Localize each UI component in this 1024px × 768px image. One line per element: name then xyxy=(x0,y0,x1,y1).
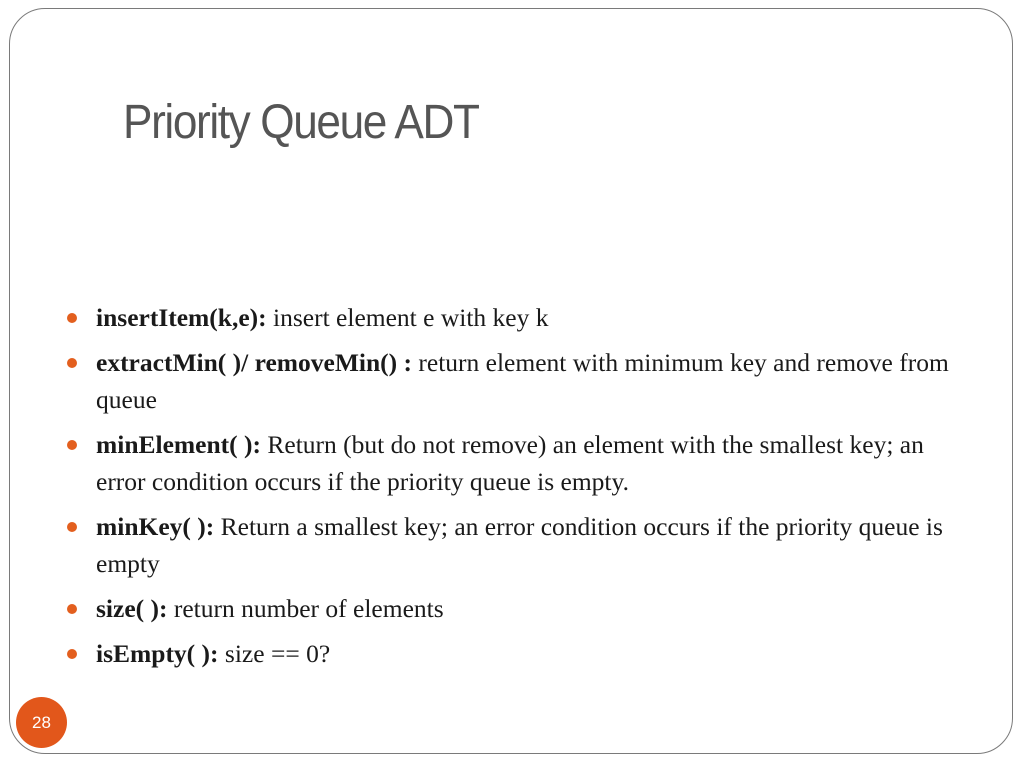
slide-frame xyxy=(9,8,1013,754)
method-name: extractMin( )/ removeMin() : xyxy=(96,348,413,377)
slide-title: Priority Queue ADT xyxy=(123,96,479,149)
bullet-dot-icon xyxy=(67,440,77,450)
page-number-badge: 28 xyxy=(16,697,67,748)
bullet-dot-icon xyxy=(67,358,77,368)
bullet-item xyxy=(65,635,970,672)
method-description: Return (but do not remove) an element with the smallest key; an error condition occurs if the priority queue is empty. xyxy=(96,430,924,496)
method-name: size( ): xyxy=(96,594,168,623)
method-name: insertItem(k,e): xyxy=(96,303,267,332)
bullet-dot-icon xyxy=(67,313,77,323)
method-description: return element with minimum key and remove from queue xyxy=(96,348,949,414)
bullet-list xyxy=(65,299,970,680)
bullet-dot-icon xyxy=(67,522,77,532)
method-name: minElement( ): xyxy=(96,430,262,459)
method-name: isEmpty( ): xyxy=(96,639,219,668)
bullet-item xyxy=(65,344,970,418)
bullet-item xyxy=(65,299,970,336)
method-description: insert element e with key k xyxy=(273,303,549,332)
bullet-item xyxy=(65,508,970,582)
bullet-dot-icon xyxy=(67,604,77,614)
bullet-item xyxy=(65,590,970,627)
bullet-item xyxy=(65,426,970,500)
bullet-dot-icon xyxy=(67,649,77,659)
method-description: return number of elements xyxy=(173,594,444,623)
method-name: minKey( ): xyxy=(96,512,215,541)
method-description: Return a smallest key; an error condition occurs if the priority queue is empty xyxy=(96,512,943,578)
method-description: size == 0? xyxy=(224,639,331,668)
